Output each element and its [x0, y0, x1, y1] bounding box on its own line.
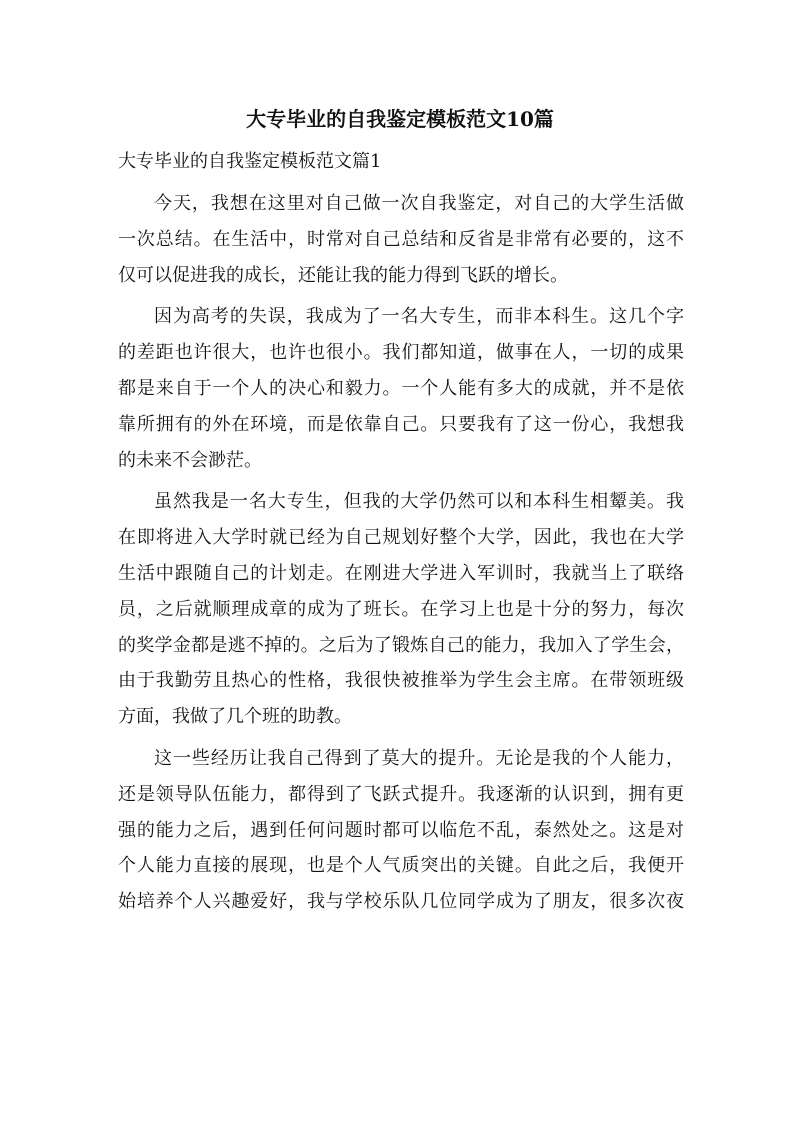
- paragraph-line: 在即将进入大学时就已经为自己规划好整个大学，因此，我也在大学: [118, 527, 684, 549]
- document-body: [118, 186, 684, 926]
- paragraph-3: [118, 484, 684, 735]
- paragraph-2: [118, 299, 684, 478]
- paragraph-line: 虽然我是一名大专生，但我的大学仍然可以和本科生相颦美。我: [154, 491, 684, 513]
- paragraph-line: 仅可以促进我的成长，还能让我的能力得到飞跃的增长。: [118, 264, 568, 286]
- paragraph-1: [118, 186, 684, 293]
- paragraph-line: 的差距也许很大，也许也很小。我们都知道，做事在人，一切的成果: [118, 342, 684, 364]
- paragraph-line: 都是来自于一个人的决心和毅力。一个人能有多大的成就，并不是依: [118, 377, 684, 399]
- paragraph-line: 由于我勤劳且热心的性格，我很快被推举为学生会主席。在带领班级: [118, 670, 684, 692]
- paragraph-line: 还是领导队伍能力，都得到了飞跃式提升。我逐渐的认识到，拥有更: [118, 783, 684, 805]
- paragraph-line: 一次总结。在生活中，时常对自己总结和反省是非常有必要的，这不: [118, 228, 684, 250]
- paragraph-line: 生活中跟随自己的计划走。在刚进大学进入军训时，我就当上了联络: [118, 562, 684, 584]
- paragraph-line: 的奖学金都是逃不掉的。之后为了锻炼自己的能力，我加入了学生会，: [118, 634, 684, 656]
- paragraph-line: 始培养个人兴趣爱好，我与学校乐队几位同学成为了朋友，很多次夜: [118, 891, 684, 913]
- paragraph-line: 靠所拥有的外在环境，而是依靠自己。只要我有了这一份心，我想我: [118, 413, 684, 435]
- paragraph-4: [118, 741, 684, 920]
- paragraph-line: 个人能力直接的展现，也是个人气质突出的关键。自此之后，我便开: [118, 855, 684, 877]
- paragraph-line: 这一些经历让我自己得到了莫大的提升。无论是我的个人能力，: [154, 747, 684, 769]
- paragraph-line: 方面，我做了几个班的助教。: [118, 706, 352, 728]
- paragraph-line: 员，之后就顺理成章的成为了班长。在学习上也是十分的努力，每次: [118, 598, 684, 620]
- document-title: 大专毕业的自我鉴定模板范文10篇: [246, 107, 554, 131]
- section-heading: 大专毕业的自我鉴定模板范文篇1: [118, 151, 382, 172]
- paragraph-line: 的未来不会渺茫。: [118, 449, 262, 471]
- paragraph-line: 因为高考的失误，我成为了一名大专生，而非本科生。这几个字: [154, 306, 684, 328]
- paragraph-line: 今天，我想在这里对自己做一次自我鉴定，对自己的大学生活做: [154, 193, 684, 214]
- paragraph-line: 强的能力之后，遇到任何问题时都可以临危不乱，泰然处之。这是对: [118, 819, 684, 841]
